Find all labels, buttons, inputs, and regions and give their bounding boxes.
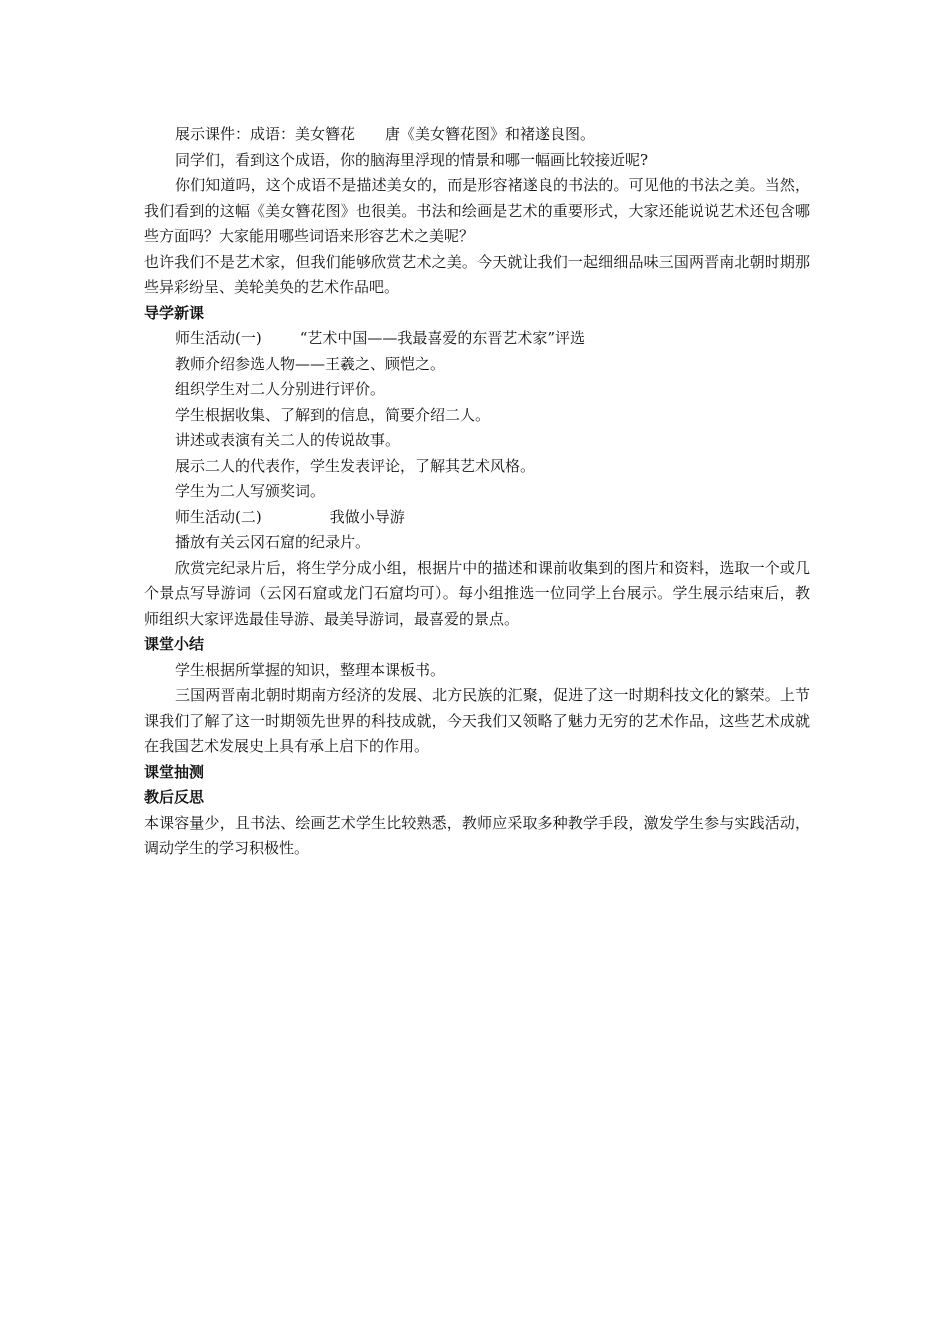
document-page [144, 122, 810, 862]
activity-film-line: 播放有关云冈石窟的纪录片。 [175, 533, 371, 551]
summary-paragraph: 三国两晋南北朝时期南方经济的发展、北方民族的汇聚，促进了这一时期科技文化的繁荣。上节课我们了解了这一时期领先世界的科技成就，今天我们又领略了魅力无穷的艺术作品，这些艺术成就在我国艺术发展史上具有承上启下的作用。 [144, 686, 810, 755]
activity-one-line [144, 326, 810, 352]
activity-step: 学生为二人写颁奖词。 [175, 482, 326, 500]
activity-task-paragraph: 欣赏完纪录片后，将生学分成小组，根据片中的描述和课前收集到的图片和资料，选取一个或几个景点写导游词（云冈石窟或龙门石窟均可）。每小组推选一位同学上台展示。学生展示结束后，教师组织大家评选最佳导游、最美导游词，最喜爱的景点。 [144, 558, 810, 628]
activity-one-label: 师生活动(一) [175, 329, 262, 347]
intro-explanation-paragraph: 你们知道吗，这个成语不是描述美女的，而是形容褚遂良的书法的。可见他的书法之美。当然，我们看到的这幅《美女簪花图》也很美。书法和绘画是艺术的重要形式，大家还能说说艺术还包含哪些方面吗？大家能用哪些词语来形容艺术之美呢？ [144, 176, 810, 245]
activity-step: 展示二人的代表作，学生发表评论，了解其艺术风格。 [175, 456, 536, 475]
activity-one-title: “艺术中国——我最喜爱的东晋艺术家”评选 [299, 329, 586, 347]
activity-step: 组织学生对二人分别进行评价。 [175, 380, 386, 398]
activity-step: 教师介绍参选人物——王羲之、顾恺之。 [175, 354, 446, 373]
summary-line: 学生根据所掌握的知识，整理本课板书。 [175, 660, 446, 679]
activity-two-title: 我做小导游 [329, 507, 405, 526]
intro-lead-in-paragraph: 也许我们不是艺术家，但我们能够欣赏艺术之美。今天就让我们一起细细品味三国两晋南北朝时期那些异彩纷呈、美轮美奂的艺术作品吧。 [144, 252, 810, 296]
intro-courseware-line: 展示课件：成语：美女簪花 唐《美女簪花图》和褚遂良图。 [175, 125, 596, 143]
activity-two-line [144, 505, 810, 531]
activity-step: 学生根据收集、了解到的信息，简要介绍二人。 [175, 405, 491, 424]
heading-teaching-reflection: 教后反思 [144, 788, 205, 806]
heading-new-lesson: 导学新课 [144, 303, 205, 322]
heading-class-summary: 课堂小结 [144, 635, 205, 653]
heading-class-test: 课堂抽测 [144, 762, 205, 781]
intro-question-line: 同学们，看到这个成语，你的脑海里浮现的情景和哪一幅画比较接近呢? [175, 150, 649, 169]
activity-two-label: 师生活动(二) [175, 507, 262, 526]
activity-step: 讲述或表演有关二人的传说故事。 [175, 431, 401, 449]
reflection-paragraph: 本课容量少，且书法、绘画艺术学生比较熟悉，教师应采取多种教学手段，激发学生参与实践活动，调动学生的学习积极性。 [144, 813, 810, 857]
